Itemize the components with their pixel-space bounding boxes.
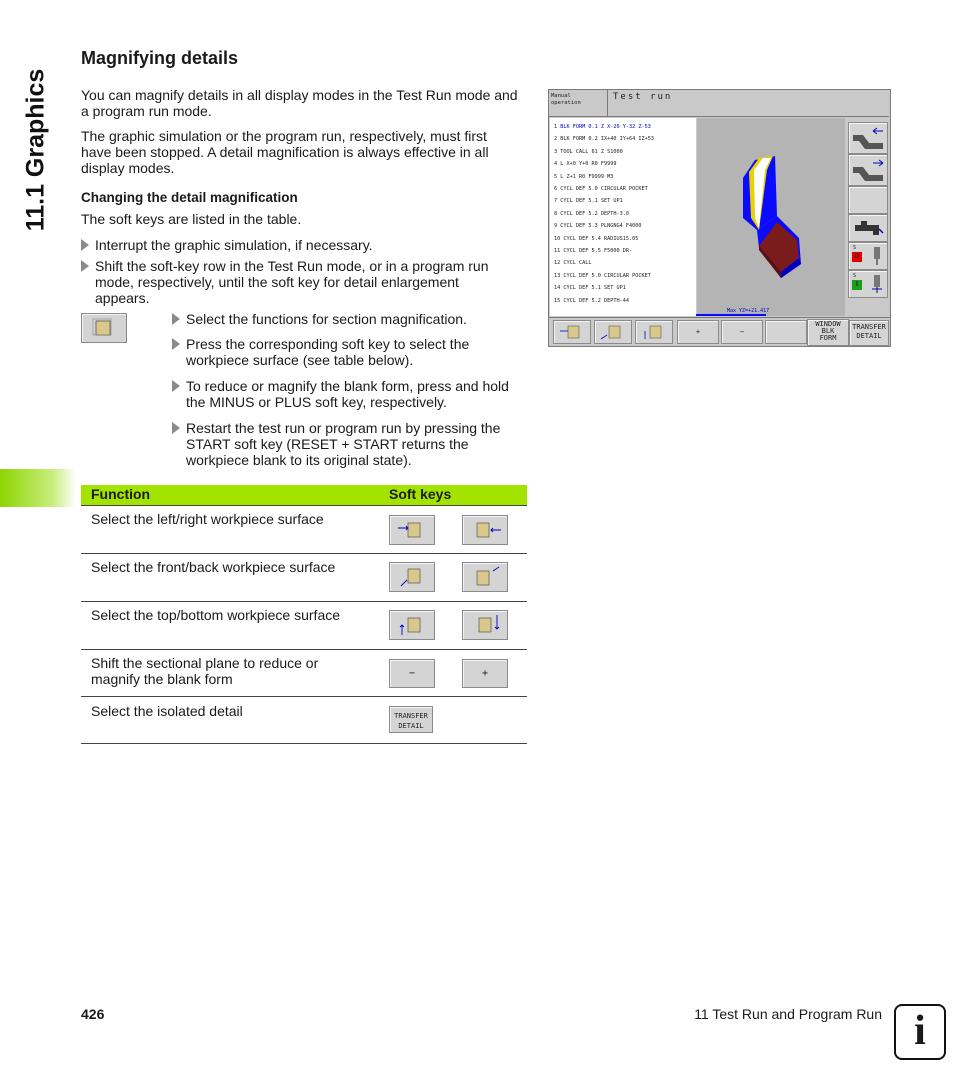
softkey-minus[interactable]: − bbox=[389, 659, 435, 688]
step-interrupt: Interrupt the graphic simulation, if necessary. bbox=[81, 237, 511, 253]
cube-magnify-icon bbox=[82, 314, 126, 342]
program-line: 4 L X+0 Y+0 R0 F9999 bbox=[554, 161, 617, 168]
program-line: 2 BLK FORM 0.2 IX+40 IY+64 IZ+53 bbox=[554, 136, 654, 143]
side-softkey-3[interactable] bbox=[848, 186, 888, 214]
subheading: Changing the detail magnification bbox=[81, 190, 298, 205]
info-icon: i bbox=[894, 1004, 946, 1060]
screen-softkey-empty[interactable] bbox=[765, 320, 807, 344]
workpiece-graphic bbox=[697, 118, 845, 316]
cube-front-icon bbox=[390, 563, 434, 591]
side-softkey-1[interactable] bbox=[848, 122, 888, 154]
side-softkey-4[interactable] bbox=[848, 214, 888, 242]
screen-transfer-detail-softkey[interactable]: TRANSFER DETAIL bbox=[849, 320, 889, 346]
page-heading: Magnifying details bbox=[81, 48, 239, 68]
screen-softkey-front-surface[interactable] bbox=[594, 320, 632, 344]
table-row-isolated-detail: Select the isolated detail bbox=[91, 703, 243, 719]
cube-right-icon bbox=[463, 516, 507, 544]
spindle-override-stop[interactable]: S 0 bbox=[848, 242, 888, 270]
program-line: 7 CYCL DEF 5.1 SET UP1 bbox=[554, 198, 623, 205]
bottom-softkey-row bbox=[549, 317, 890, 346]
override-arrow-left-icon bbox=[849, 123, 887, 153]
softkey-right-surface[interactable] bbox=[462, 515, 508, 545]
cube-left-icon bbox=[554, 321, 590, 343]
chapter-tab-marker bbox=[0, 469, 76, 507]
spindle-override-start[interactable]: S I bbox=[848, 270, 888, 298]
program-line: 15 CYCL DEF 5.2 DEPTH-44 bbox=[554, 297, 629, 304]
cube-left-icon bbox=[390, 516, 434, 544]
bullet-arrow-icon bbox=[81, 239, 89, 251]
softkey-front-surface[interactable] bbox=[389, 562, 435, 592]
cube-top-icon bbox=[636, 321, 672, 343]
bullet-arrow-icon bbox=[172, 313, 180, 325]
side-chapter-title: 11.1 Graphics bbox=[21, 68, 50, 232]
cube-back-icon bbox=[463, 563, 507, 591]
bullet-arrow-icon bbox=[172, 422, 180, 434]
spindle-icon bbox=[871, 245, 883, 267]
header-function: Function bbox=[91, 486, 151, 502]
table-row-left-right: Select the left/right workpiece surface bbox=[91, 511, 324, 527]
screen-softkey-top-surface[interactable] bbox=[635, 320, 673, 344]
softkey-transfer-detail[interactable]: TRANSFER DETAIL bbox=[389, 706, 433, 733]
side-softkey-column bbox=[846, 118, 890, 316]
status-readout: Max YZ=+21.417 bbox=[727, 308, 770, 314]
mode-label-box bbox=[549, 90, 608, 117]
program-line: 13 CYCL DEF 5.0 CIRCULAR POCKET bbox=[554, 272, 651, 279]
override-arrow-right-icon bbox=[849, 155, 887, 185]
coolant-tap-icon bbox=[849, 215, 887, 241]
program-line: 1 BLK FORM 0.1 Z X-20 Y-32 Z-53 bbox=[554, 124, 651, 130]
tnc-screen bbox=[548, 89, 891, 347]
section-magnification-softkey[interactable] bbox=[81, 313, 127, 343]
window-blk-form-softkey[interactable]: WINDOW BLK FORM bbox=[807, 319, 849, 346]
step-select-section-functions: Select the functions for section magnification. bbox=[172, 311, 522, 327]
header-softkeys: Soft keys bbox=[389, 486, 452, 502]
program-listing bbox=[550, 118, 696, 316]
footer-chapter: 11 Test Run and Program Run bbox=[694, 1006, 882, 1022]
spindle-stop-indicator: 0 bbox=[852, 252, 862, 262]
softkey-left-surface[interactable] bbox=[389, 515, 435, 545]
program-line: 14 CYCL DEF 5.1 SET UP1 bbox=[554, 285, 626, 292]
graphics-panel bbox=[697, 118, 845, 316]
step-shift-softkey-row: Shift the soft-key row in the Test Run mode, or in a program run mode, respectively, until the soft key for detail enlargement appears. bbox=[81, 258, 516, 306]
table-row-top-bottom: Select the top/bottom workpiece surface bbox=[91, 607, 341, 623]
program-line: 12 CYCL CALL bbox=[554, 260, 592, 267]
program-line: 11 CYCL DEF 5.5 F5000 DR- bbox=[554, 248, 633, 254]
cube-top-icon bbox=[390, 611, 434, 639]
program-line: 9 CYCL DEF 5.3 PLNGNG4 F4000 bbox=[554, 223, 642, 230]
softkey-bottom-surface[interactable] bbox=[462, 610, 508, 640]
program-line: 5 L Z+1 R0 F9999 M3 bbox=[554, 173, 614, 180]
spindle-start-indicator: I bbox=[852, 280, 862, 290]
softkey-top-surface[interactable] bbox=[389, 610, 435, 640]
mode-label: Manual operation bbox=[551, 93, 581, 106]
intro-paragraph-2: The graphic simulation or the program run, respectively, must first have been stopped. A detail magnification is always effective in all display modes. bbox=[81, 128, 489, 176]
cube-bottom-icon bbox=[463, 611, 507, 639]
screen-title: Test run bbox=[613, 92, 673, 102]
program-line: 10 CYCL DEF 5.4 RADIUS15.05 bbox=[554, 235, 639, 242]
intro-paragraph-1: You can magnify details in all display modes in the Test Run mode and a program run mode. bbox=[81, 87, 518, 119]
program-line: 8 CYCL DEF 5.2 DEPTH-3.0 bbox=[554, 210, 629, 217]
table-row-shift-plane: Shift the sectional plane to reduce or magnify the blank form bbox=[91, 655, 319, 687]
side-softkey-2[interactable] bbox=[848, 154, 888, 186]
table-row-front-back: Select the front/back workpiece surface bbox=[91, 559, 336, 575]
bullet-arrow-icon bbox=[172, 380, 180, 392]
softkey-back-surface[interactable] bbox=[462, 562, 508, 592]
screen-softkey-plus[interactable]: + bbox=[677, 320, 719, 344]
program-line: 3 TOOL CALL 61 Z S1000 bbox=[554, 148, 623, 155]
step-reduce-magnify: To reduce or magnify the blank form, press and hold the MINUS or PLUS soft key, respectively. bbox=[172, 378, 527, 410]
cube-front-icon bbox=[595, 321, 631, 343]
step-press-surface-key: Press the corresponding soft key to select the workpiece surface (see table below). bbox=[172, 336, 492, 368]
softkeys-note: The soft keys are listed in the table. bbox=[81, 211, 302, 227]
softkey-table-header bbox=[81, 485, 527, 505]
program-line: 6 CYCL DEF 5.0 CIRCULAR POCKET bbox=[554, 186, 648, 192]
bullet-arrow-icon bbox=[81, 260, 89, 272]
screen-softkey-minus[interactable]: − bbox=[721, 320, 763, 344]
step-restart: Restart the test run or program run by pressing the START soft key (RESET + START returns the workpiece blank to its original state). bbox=[172, 420, 517, 468]
softkey-plus[interactable]: + bbox=[462, 659, 508, 688]
screen-softkey-left-surface[interactable] bbox=[553, 320, 591, 344]
spindle-rotate-icon bbox=[871, 273, 883, 295]
bullet-arrow-icon bbox=[172, 338, 180, 350]
page-number: 426 bbox=[81, 1006, 105, 1022]
